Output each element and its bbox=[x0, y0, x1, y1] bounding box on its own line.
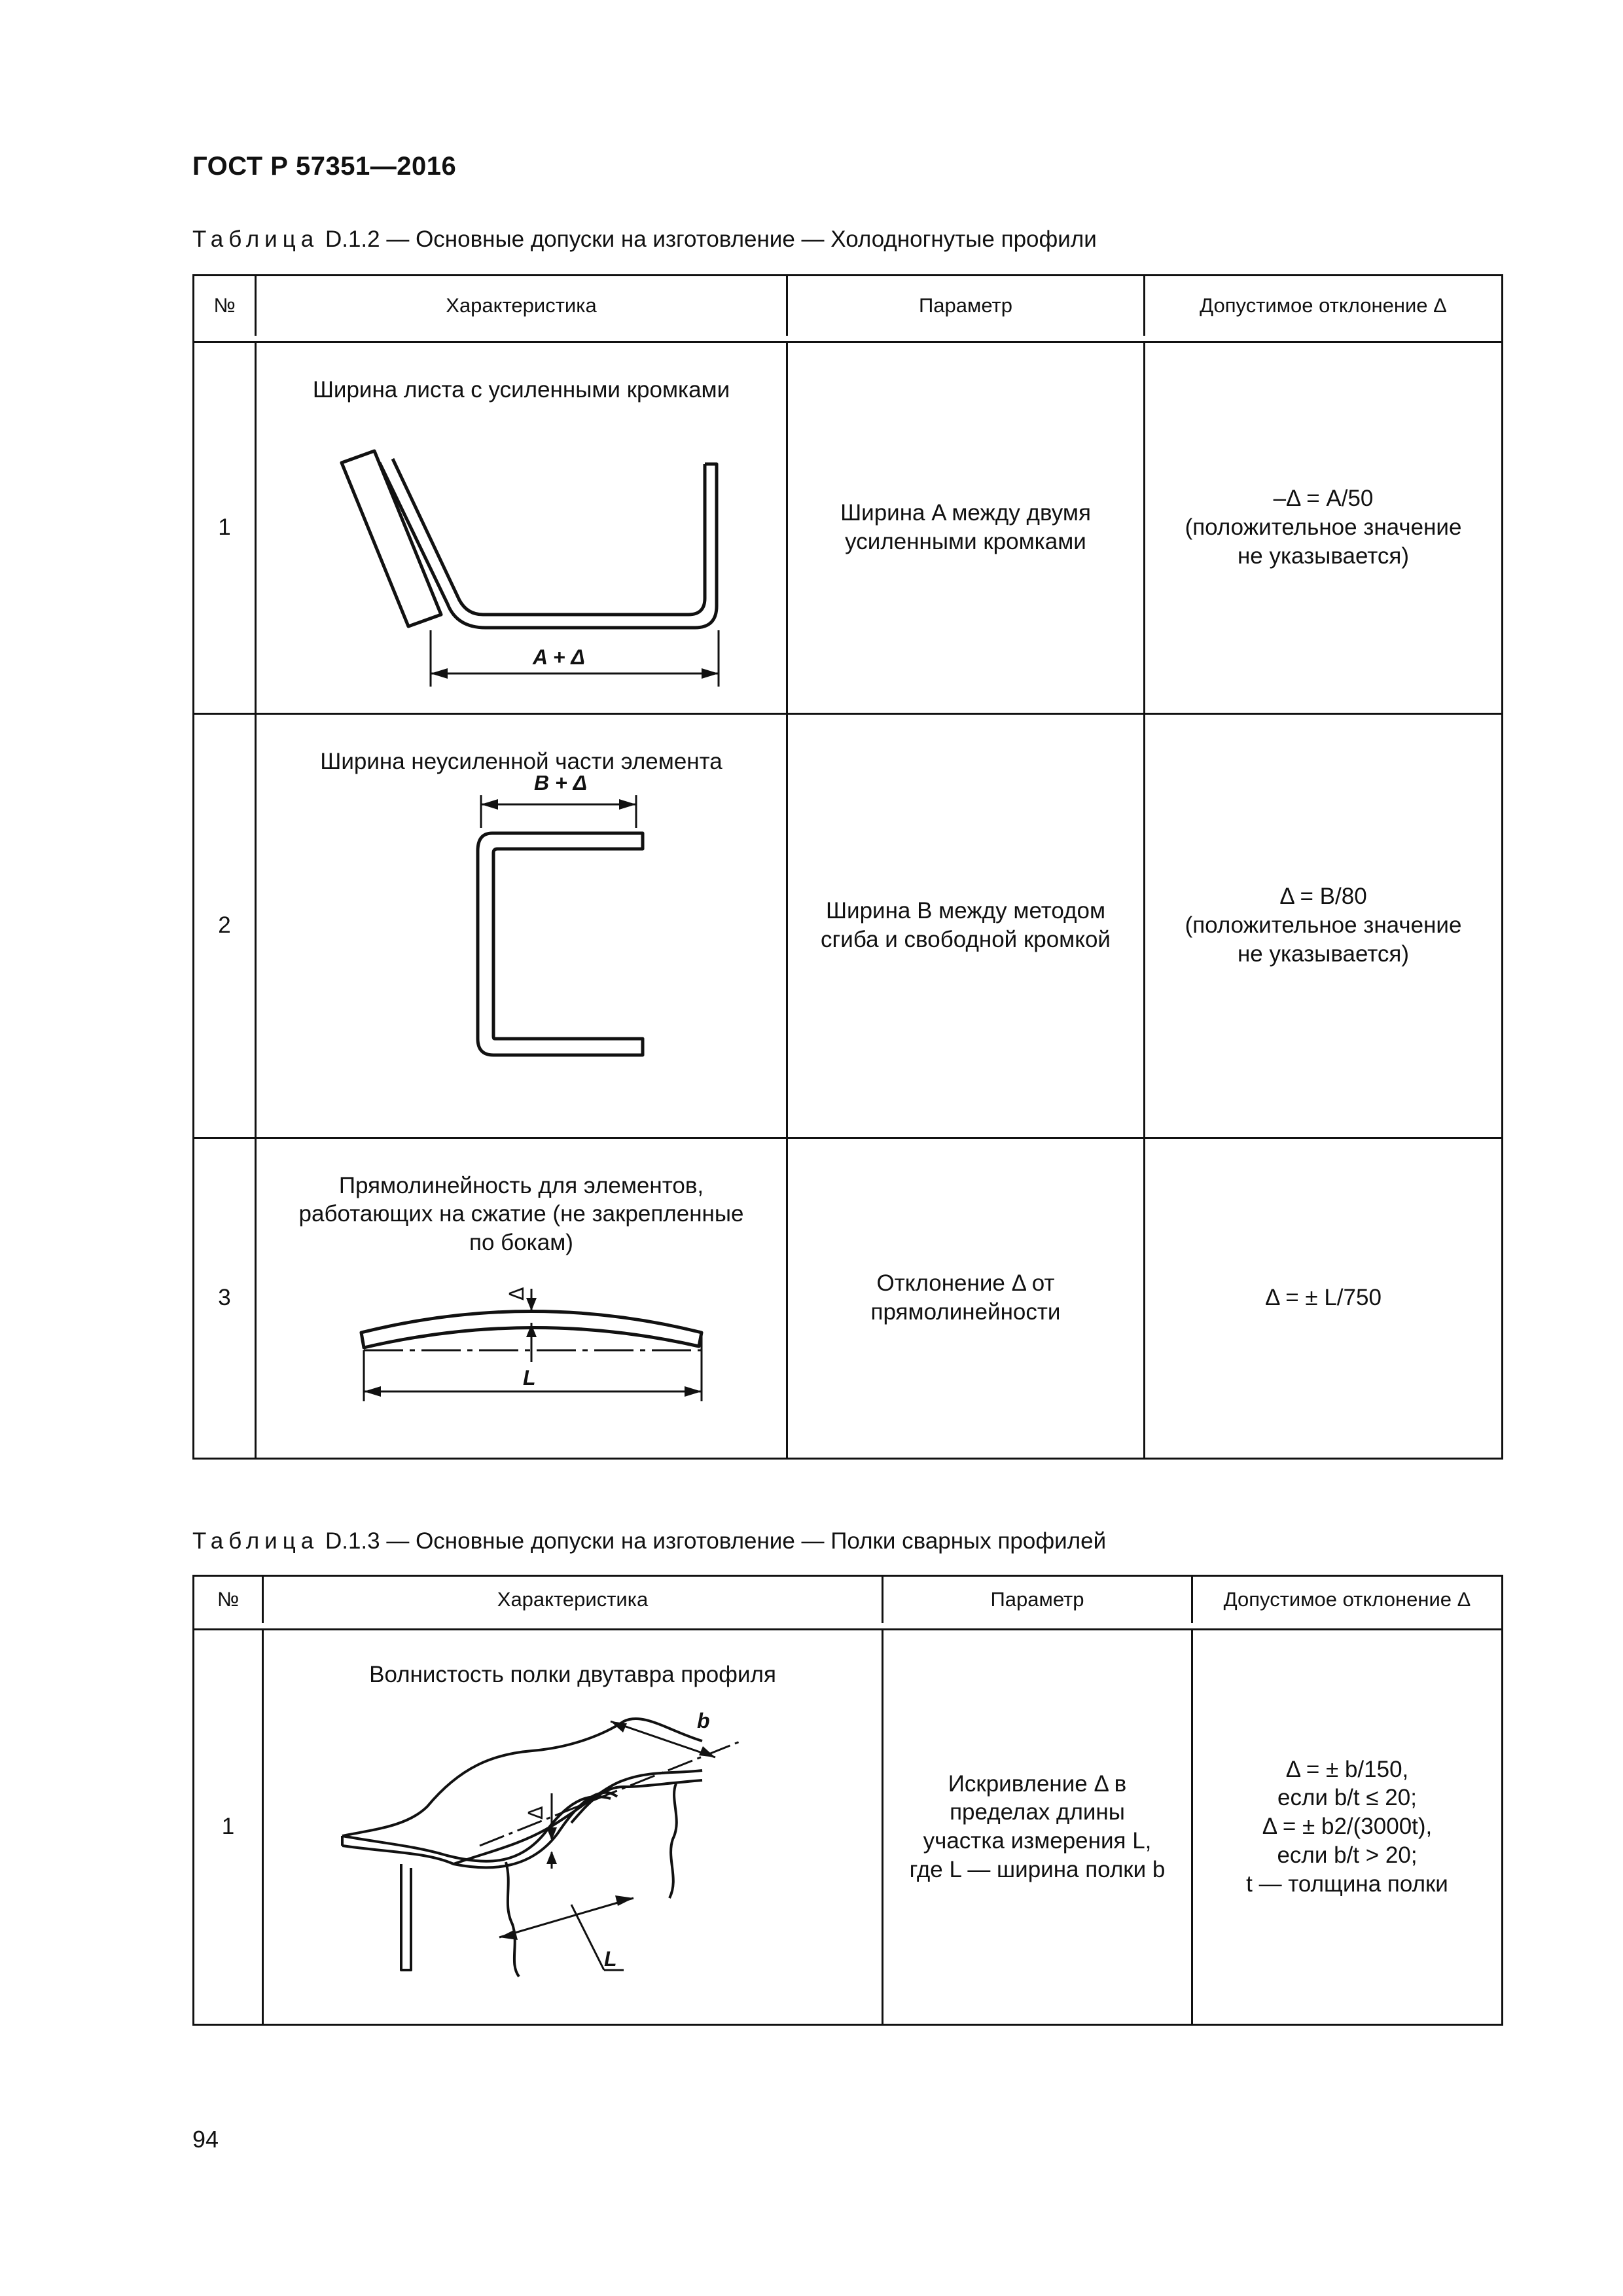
delta-label: Δ bbox=[506, 1287, 529, 1300]
parameter-cell bbox=[787, 1138, 1145, 1458]
header-parameter: Параметр bbox=[883, 1576, 1192, 1623]
parameter-cell bbox=[787, 713, 1145, 1138]
tolerance-line: t — толщина полки bbox=[1246, 1871, 1448, 1897]
characteristic-title: Ширина неусиленной части элемента bbox=[320, 748, 722, 774]
tolerance-cell bbox=[1192, 1629, 1503, 2024]
delta-label: Δ bbox=[525, 1806, 548, 1820]
dimension-label: A + Δ bbox=[533, 645, 585, 670]
table2-caption bbox=[192, 1528, 1106, 1554]
table1-caption-word: Таблица bbox=[192, 226, 319, 252]
document-code: ГОСТ Р 57351—2016 bbox=[192, 152, 457, 181]
table-d13 bbox=[192, 1575, 1503, 2026]
table2-caption-text: D.1.3 — Основные допуски на изготовление — Полки сварных профилей bbox=[325, 1528, 1107, 1554]
channel-section-sketch-icon bbox=[420, 776, 747, 1083]
header-tolerance: Допустимое отклонение Δ bbox=[1145, 276, 1503, 336]
tolerance-line: если b/t > 20; bbox=[1277, 1842, 1418, 1868]
characteristic-cell bbox=[263, 1629, 883, 2024]
header-characteristic: Характеристика bbox=[263, 1576, 883, 1623]
row-number: 3 bbox=[194, 1138, 256, 1458]
characteristic-title: Ширина листа с усиленными кромками bbox=[312, 376, 730, 403]
characteristic-cell bbox=[256, 713, 787, 1138]
tolerance-line: –Δ = A/50 bbox=[1273, 486, 1374, 512]
parameter-line: сгиба и свободной кромкой bbox=[821, 927, 1111, 952]
dimension-label: B + Δ bbox=[534, 776, 588, 795]
row-number: 2 bbox=[194, 713, 256, 1138]
parameter-line: где L — ширина полки b bbox=[909, 1856, 1166, 1882]
characteristic-cell bbox=[256, 1138, 787, 1458]
tolerance-line: (положительное значение bbox=[1185, 912, 1462, 939]
characteristic-title: Волнистость полки двутавра профиля bbox=[369, 1661, 776, 1687]
tolerance-cell bbox=[1145, 713, 1503, 1138]
label-b: b bbox=[697, 1709, 710, 1733]
table1-caption-text: D.1.2 — Основные допуски на изготовление — Холодногнутые профили bbox=[325, 226, 1097, 252]
row-number: 1 bbox=[194, 1629, 263, 2024]
tolerance-line: Δ = B/80 bbox=[1279, 884, 1367, 910]
flange-waviness-sketch-icon bbox=[336, 1689, 807, 1996]
reinforced-edges-sketch-icon bbox=[302, 404, 760, 692]
tolerance-cell bbox=[1145, 1138, 1503, 1458]
tolerance-line: Δ = ± b/150, bbox=[1285, 1756, 1409, 1782]
tolerance-line: не указывается) bbox=[1237, 941, 1410, 967]
table-d12 bbox=[192, 274, 1503, 1460]
bow-sketch-icon bbox=[355, 1270, 721, 1434]
characteristic-cell bbox=[256, 342, 787, 713]
parameter-cell bbox=[787, 342, 1145, 713]
parameter-line: Ширина B между методом bbox=[825, 898, 1106, 924]
parameter-line: участка измерения L, bbox=[923, 1828, 1152, 1854]
tolerance-line: Δ = ± L/750 bbox=[1265, 1285, 1382, 1311]
row-number: 1 bbox=[194, 342, 256, 713]
parameter-line: прямолинейности bbox=[870, 1299, 1061, 1325]
header-number: № bbox=[194, 276, 256, 336]
page-number: 94 bbox=[192, 2126, 219, 2153]
parameter-line: Отклонение Δ от bbox=[876, 1270, 1055, 1297]
parameter-line: усиленными кромками bbox=[845, 529, 1086, 554]
tolerance-line: не указывается) bbox=[1237, 543, 1410, 569]
tolerance-line: (положительное значение bbox=[1185, 514, 1462, 541]
header-parameter: Параметр bbox=[787, 276, 1145, 336]
tolerance-line: если b/t ≤ 20; bbox=[1277, 1785, 1417, 1811]
parameter-line: Ширина A между двумя bbox=[840, 500, 1091, 526]
header-number: № bbox=[194, 1576, 263, 1623]
header-characteristic: Характеристика bbox=[256, 276, 787, 336]
characteristic-title: Прямолинейность для элементов, работающих на сжатие (не закрепленные по бокам) bbox=[298, 1172, 744, 1255]
tolerance-cell bbox=[1145, 342, 1503, 713]
parameter-line: пределах длины bbox=[950, 1799, 1125, 1825]
parameter-line: Искривление Δ в bbox=[948, 1770, 1127, 1797]
tolerance-line: Δ = ± b2/(3000t), bbox=[1262, 1814, 1433, 1840]
header-tolerance: Допустимое отклонение Δ bbox=[1192, 1576, 1503, 1623]
dimension-label: L bbox=[523, 1365, 536, 1390]
parameter-cell bbox=[883, 1629, 1192, 2024]
table2-caption-word: Таблица bbox=[192, 1528, 319, 1554]
table1-caption bbox=[192, 226, 1097, 253]
label-L: L bbox=[604, 1947, 617, 1971]
